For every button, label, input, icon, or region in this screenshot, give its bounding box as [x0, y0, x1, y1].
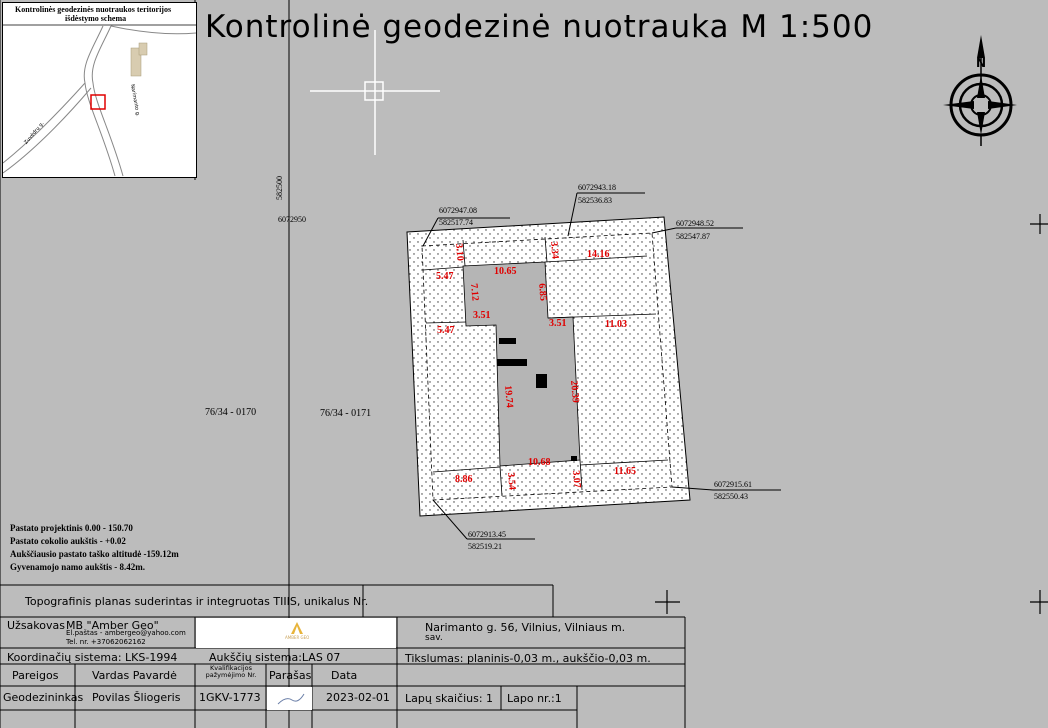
role-value: Geodezininkas	[3, 691, 84, 704]
dim-label: 5.47	[436, 271, 454, 282]
parcel-label-right: 76/34 - 0171	[320, 408, 372, 419]
note-line: Gyvenamojo namo aukštis - 8.42m.	[10, 562, 146, 572]
inset-subtitle: išdėstymo schema	[65, 14, 127, 23]
client-label: Užsakovas	[7, 619, 65, 632]
note-line: Pastato cokolio aukštis - +0.02	[10, 536, 126, 546]
dim-label: 3.10	[453, 242, 466, 262]
north-label: N	[976, 56, 987, 70]
client-name: MB "Amber Geo"	[66, 619, 159, 632]
coord-y-2: 582536.83	[578, 196, 612, 205]
dim-label: 3.07	[570, 469, 583, 489]
coord-y-5: 582519.21	[468, 542, 502, 551]
col-sign: Parašas	[269, 669, 312, 682]
dim-label: 8.86	[455, 474, 473, 485]
dim-label: 3.34	[548, 240, 561, 260]
logo-icon	[291, 622, 303, 634]
grid-x-label: 582500	[275, 176, 284, 200]
dim-label: 3.51	[549, 318, 567, 329]
north-arrow-icon	[938, 32, 1018, 152]
location-inset-map	[2, 2, 197, 178]
date-value: 2023-02-01	[326, 691, 390, 704]
dim-label: 11.03	[605, 319, 627, 330]
client-email: El.paštas - ambergeo@yahoo.com	[66, 629, 186, 637]
coord-x-5: 6072913.45	[468, 530, 506, 539]
coord-x-2: 6072943.18	[578, 183, 616, 192]
cert-value: 1GKV-1773	[199, 691, 261, 704]
dim-label: 10.68	[528, 457, 551, 468]
coord-y-1: 582517.74	[439, 218, 473, 227]
drawing-title: Kontrolinė geodezinė nuotrauka M 1:500	[205, 9, 874, 45]
coord-x-1: 6072947.08	[439, 206, 477, 215]
client-phone: Tel. nr. +37062062162	[66, 638, 146, 646]
dim-label: 20.39	[568, 379, 581, 404]
name-value: Povilas Šliogeris	[92, 691, 181, 704]
approval-text: Topografinis planas suderintas ir integruotas TIIIS, unikalus Nr.	[25, 595, 369, 608]
inset-road-label-2: Zuvėdrų g.	[23, 120, 46, 146]
note-line: Pastato projektinis 0.00 - 150.70	[10, 523, 133, 533]
grid-crosses	[655, 214, 1048, 614]
grid-y-label: 6072950	[278, 215, 306, 224]
col-name: Vardas Pavardė	[92, 669, 177, 682]
coord-y-4: 582550.43	[714, 492, 748, 501]
dim-label: 3.54	[505, 471, 518, 491]
inset-roads	[3, 3, 196, 177]
col-date: Data	[331, 669, 358, 682]
dim-label: 5.47	[437, 325, 455, 336]
parcel-label-left: 76/34 - 0170	[205, 407, 257, 418]
dim-label: 19.74	[502, 384, 515, 409]
dim-label: 11.65	[614, 466, 636, 477]
coord-x-3: 6072948.52	[676, 219, 714, 228]
address-text-2: sav.	[425, 633, 443, 643]
accuracy: Tikslumas: planinis-0,03 m., aukščio-0,03 m.	[405, 652, 651, 665]
coord-system: Koordinačių sistema: LKS-1994	[7, 651, 178, 664]
sheets-count: Lapų skaičius: 1	[405, 692, 494, 705]
dim-label: 7.12	[468, 282, 481, 302]
col-cert: Kvalifikacijos pažymėjimo Nr.	[205, 664, 257, 679]
inset-road-label-1: Narimanto g.	[129, 83, 141, 118]
coord-y-3: 582547.87	[676, 232, 710, 241]
height-system: Aukščių sistema:LAS 07	[209, 651, 341, 664]
address-text: Narimanto g. 56, Vilnius, Vilniaus m.	[425, 621, 626, 634]
sheet-number: Lapo nr.:1	[507, 692, 562, 705]
dim-label: 10.65	[494, 266, 517, 277]
dim-label: 3.51	[473, 310, 491, 321]
logo-text: AMBER GEO	[285, 635, 310, 640]
dim-label: 6.85	[536, 282, 549, 302]
coord-x-4: 6072915.61	[714, 480, 752, 489]
inset-title: Kontrolinės geodezinės nuotraukos teritorijos	[15, 5, 172, 14]
note-line: Aukščiausio pastato taško altitudė -159.12m	[10, 549, 179, 559]
col-role: Pareigos	[12, 669, 59, 682]
dim-label: 14.16	[587, 249, 610, 260]
